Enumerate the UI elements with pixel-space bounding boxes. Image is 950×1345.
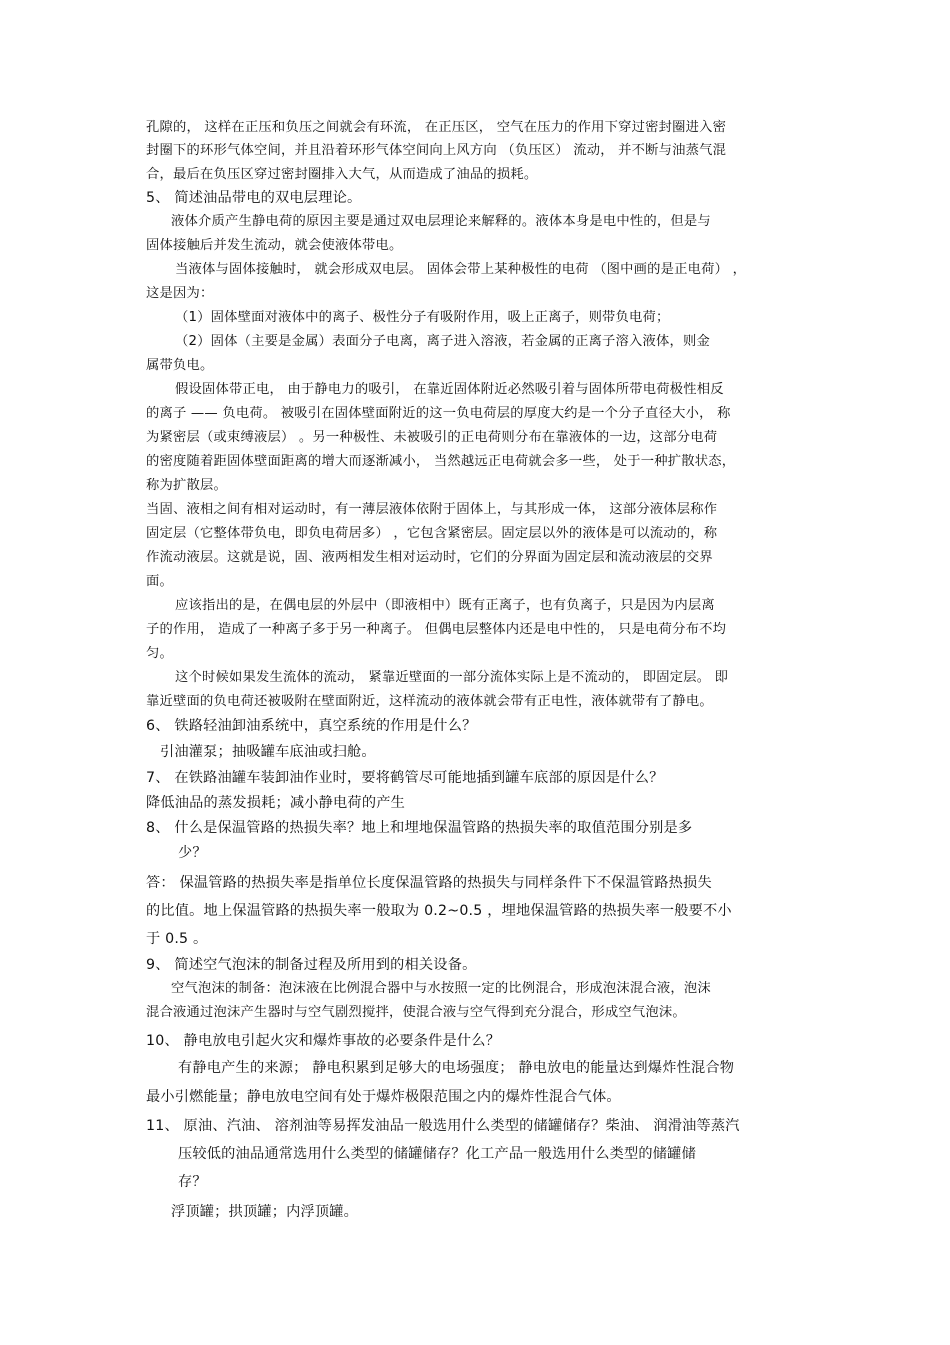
answer-line: 的比值。地上保温管路的热损失率一般取为 0.2~0.5 ，埋地保温管路的热损失率一般要不小 — [146, 903, 732, 919]
text-line: 假设固体带正电， 由于静电力的吸引， 在靠近固体附近必然吸引着与固体所带电荷极性相反 — [175, 382, 724, 397]
answer-line: 最小引燃能量；静电放电空间有处于爆炸极限范围之内的爆炸性混合气体。 — [146, 1089, 621, 1105]
question-heading: 11、 原油、汽油、 溶剂油等易挥发油品一般选用什么类型的储罐储存？柴油、 润滑油等蒸汽 — [146, 1118, 740, 1134]
question-heading: 5、 简述油品带电的双电层理论。 — [146, 190, 362, 206]
question-heading-cont: 少？ — [178, 845, 207, 861]
question-heading: 9、 简述空气泡沫的制备过程及所用到的相关设备。 — [146, 957, 477, 973]
text-line: 应该指出的是，在偶电层的外层中（即液相中）既有正离子，也有负离子，只是因为内层离 — [175, 598, 715, 613]
text-line: 封圈下的环形气体空间，并且沿着环形气体空间向上风方向 （负压区） 流动， 并不断与油蒸气混 — [146, 143, 727, 158]
answer-line: 有静电产生的来源； 静电积累到足够大的电场强度； 静电放电的能量达到爆炸性混合物 — [178, 1060, 735, 1076]
text-line: 称为扩散层。 — [146, 478, 227, 493]
text-line: （2）固体（主要是金属）表面分子电离，离子进入溶液，若金属的正离子溶入液体，则金 — [175, 334, 711, 349]
text-line: 面。 — [146, 574, 173, 589]
text-line: 作流动液层。这就是说，固、液两相发生相对运动时，它们的分界面为固定层和流动液层的交界 — [146, 550, 713, 565]
answer-line: 于 0.5 。 — [146, 931, 208, 947]
question-heading: 8、 什么是保温管路的热损失率？地上和埋地保温管路的热损失率的取值范围分别是多 — [146, 820, 693, 836]
text-line: 的离子 —— 负电荷。 被吸引在固体壁面附近的这一负电荷层的厚度大约是一个分子直径大小， 称 — [146, 406, 731, 421]
text-line: 液体介质产生静电荷的原因主要是通过双电层理论来解释的。液体本身是电中性的，但是与 — [171, 214, 711, 229]
text-line: 空气泡沫的制备：泡沫液在比例混合器中与水按照一定的比例混合，形成泡沫混合液，泡沫 — [171, 981, 711, 996]
answer-line: 浮顶罐；拱顶罐；内浮顶罐。 — [171, 1204, 359, 1220]
text-line: 混合液通过泡沫产生器时与空气剧烈搅拌，使混合液与空气得到充分混合，形成空气泡沫。 — [146, 1005, 686, 1020]
text-line: 这个时候如果发生流体的流动， 紧靠近壁面的一部分流体实际上是不流动的， 即固定层。 即 — [175, 670, 729, 685]
text-line: 匀。 — [146, 646, 173, 661]
answer-line: 降低油品的蒸发损耗；减小静电荷的产生 — [146, 795, 405, 811]
answer-line: 引油灌泵；抽吸罐车底油或扫舱。 — [160, 744, 376, 760]
text-line: 靠近壁面的负电荷还被吸附在壁面附近，这样流动的液体就会带有正电性，液体就带有了静电。 — [146, 694, 713, 709]
text-line: 的密度随着距固体壁面距离的增大而逐渐减小， 当然越远正电荷就会多一些， 处于一种扩散状态， — [146, 454, 736, 469]
text-line: 当固、液相之间有相对运动时，有一薄层液体依附于固体上，与其形成一体， 这部分液体层称作 — [146, 502, 718, 517]
text-line: 属带负电。 — [146, 358, 214, 373]
text-line: 孔隙的， 这样在正压和负压之间就会有环流， 在正压区， 空气在压力的作用下穿过密封圈进入密 — [146, 120, 727, 135]
text-line: 固定层（它整体带负电，即负电荷居多） ，它包含紧密层。固定层以外的液体是可以流动的，称 — [146, 526, 718, 541]
question-heading-cont: 压较低的油品通常选用什么类型的储罐储存？化工产品一般选用什么类型的储罐储 — [178, 1146, 696, 1162]
text-line: 为紧密层（或束缚液层） 。另一种极性、未被吸引的正电荷则分布在靠液体的一边，这部分电荷 — [146, 430, 718, 445]
question-heading: 10、 静电放电引起火灾和爆炸事故的必要条件是什么？ — [146, 1033, 501, 1049]
text-line: （1）固体壁面对液体中的离子、极性分子有吸附作用，吸上正离子，则带负电荷； — [175, 310, 670, 325]
text-line: 子的作用， 造成了一种离子多于另一种离子。 但偶电层整体内还是电中性的， 只是电荷分布不均 — [146, 622, 727, 637]
question-heading: 7、 在铁路油罐车装卸油作业时，要将鹤管尽可能地插到罐车底部的原因是什么？ — [146, 770, 664, 786]
text-line: 当液体与固体接触时， 就会形成双电层。 固体会带上某种极性的电荷 （图中画的是正电荷） ， — [175, 262, 747, 277]
text-line: 这是因为： — [146, 286, 214, 301]
text-line: 固体接触后并发生流动，就会使液体带电。 — [146, 238, 403, 253]
question-heading: 6、 铁路轻油卸油系统中，真空系统的作用是什么？ — [146, 718, 477, 734]
answer-line: 答： 保温管路的热损失率是指单位长度保温管路的热损失与同样条件下不保温管路热损失 — [146, 875, 712, 891]
text-line: 合，最后在负压区穿过密封圈排入大气，从而造成了油品的损耗。 — [146, 167, 538, 182]
question-heading-cont: 存？ — [178, 1174, 207, 1190]
